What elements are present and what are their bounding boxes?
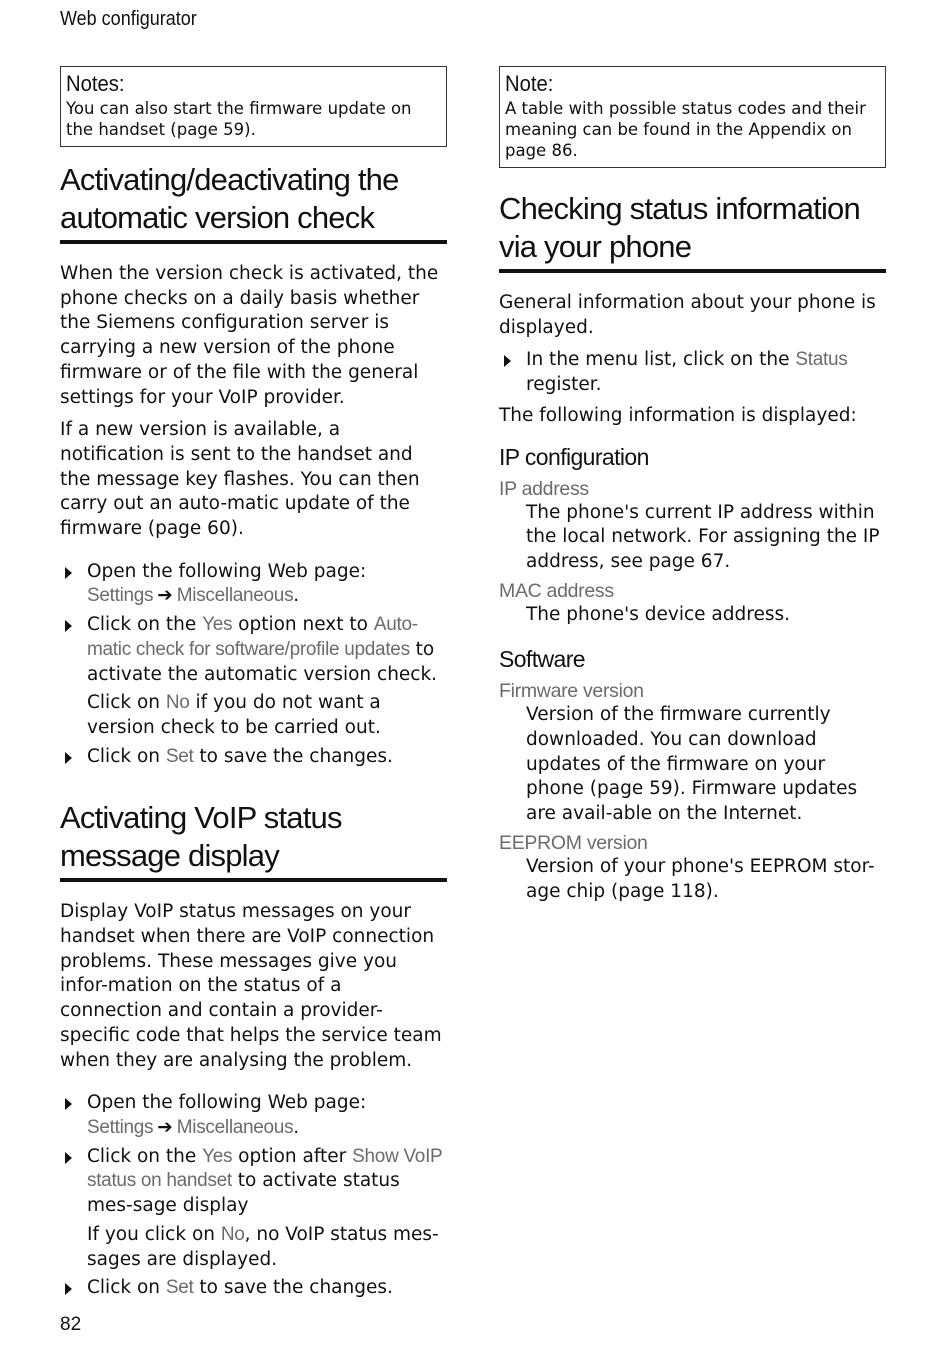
subheading-software: Software: [499, 646, 585, 673]
notes-title: Notes:: [66, 71, 125, 96]
section-title-status-info: Checking status information via your phone: [499, 190, 886, 273]
definition: Version of your phone's EEPROM stor-age chip (page 118).: [526, 855, 875, 902]
triangle-bullet-icon: [65, 1098, 72, 1110]
paragraph: General information about your phone is displayed.: [499, 292, 876, 338]
term-mac-address: MAC address: [499, 579, 614, 602]
triangle-bullet-icon: [65, 752, 72, 764]
menu-path-misc: Miscellaneous: [176, 1116, 294, 1138]
step-item: Open the following Web page: Settings ➔ Miscellaneous.: [60, 1091, 447, 1140]
step-list: [60, 560, 447, 770]
menu-path-misc: Miscellaneous: [176, 585, 294, 607]
section-title-version-check: Activating/deactivating the automatic version check: [60, 161, 447, 244]
note-title: Note:: [505, 71, 554, 96]
step-item: Click on the Yes option next to Auto-matic check for software/profile updates to activate the automatic version check.: [60, 613, 447, 687]
step-item: Click on Set to save the changes.: [60, 1276, 447, 1301]
left-column: [60, 66, 447, 1331]
note-body: A table with possible status codes and their meaning can be found in the Appendix on page 86.: [505, 99, 866, 160]
subheading-ip-config: IP configuration: [499, 443, 649, 470]
triangle-bullet-icon: [65, 620, 72, 632]
triangle-bullet-icon: [65, 567, 72, 579]
definition: Version of the firmware currently downloaded. You can download updates of the firmware on your phone (page 59). Firmware updates are avail-able on the Internet.: [526, 704, 858, 825]
section-title-voip-status: Activating VoIP status message display: [60, 799, 447, 882]
paragraph: If a new version is available, a notification is sent to the handset and the message key flashes. You can then carry out an auto-matic update of the firmware (page 60).: [60, 419, 420, 540]
menu-path-settings: Settings: [87, 1116, 154, 1138]
step-item: Click on Set to save the changes.: [60, 745, 447, 770]
term-ip-address: IP address: [499, 477, 589, 500]
page-number: 82: [60, 1314, 82, 1335]
paragraph: When the version check is activated, the phone checks on a daily basis whether the Siemens configuration server is carrying a new version of the phone firmware or of the file with the general settings for your VoIP provider.: [60, 263, 439, 408]
paragraph: The following information is displayed:: [499, 404, 857, 426]
triangle-bullet-icon: [65, 1152, 72, 1164]
term-eeprom-version: EEPROM version: [499, 831, 648, 854]
menu-path-settings: Settings: [87, 585, 154, 607]
step-list: [499, 348, 886, 397]
arrow-right-icon: ➔: [157, 585, 173, 607]
note-box: [499, 66, 886, 168]
step-item: Click on the Yes option after Show VoIP status on handset to activate status mes-sage display: [60, 1145, 447, 1219]
term-firmware-version: Firmware version: [499, 680, 644, 703]
arrow-right-icon: ➔: [157, 1116, 173, 1138]
step-item: Open the following Web page: Settings ➔ Miscellaneous.: [60, 560, 447, 609]
definition: The phone's current IP address within the local network. For assigning the IP address, see page 67.: [526, 501, 880, 572]
definition: The phone's device address.: [526, 603, 790, 625]
notes-box: [60, 66, 447, 147]
status-register-term: Status: [795, 349, 848, 371]
step-list: [60, 1091, 447, 1301]
notes-body: You can also start the firmware update on the handset (page 59).: [66, 99, 412, 139]
triangle-bullet-icon: [504, 355, 511, 367]
paragraph: Display VoIP status messages on your handset when there are VoIP connection problems. These messages give you infor-mation on the status of a connection and contain a provider-specific code that helps the service team when they are analysing the problem.: [60, 901, 442, 1071]
page-header: Web configurator: [60, 8, 197, 30]
step-note: Click on No if you do not want a version check to be carried out.: [87, 692, 381, 738]
triangle-bullet-icon: [65, 1283, 72, 1295]
right-column: [499, 66, 886, 908]
step-note: If you click on No, no VoIP status mes-sages are displayed.: [87, 1223, 439, 1270]
step-item: In the menu list, click on the Status register.: [499, 348, 886, 397]
